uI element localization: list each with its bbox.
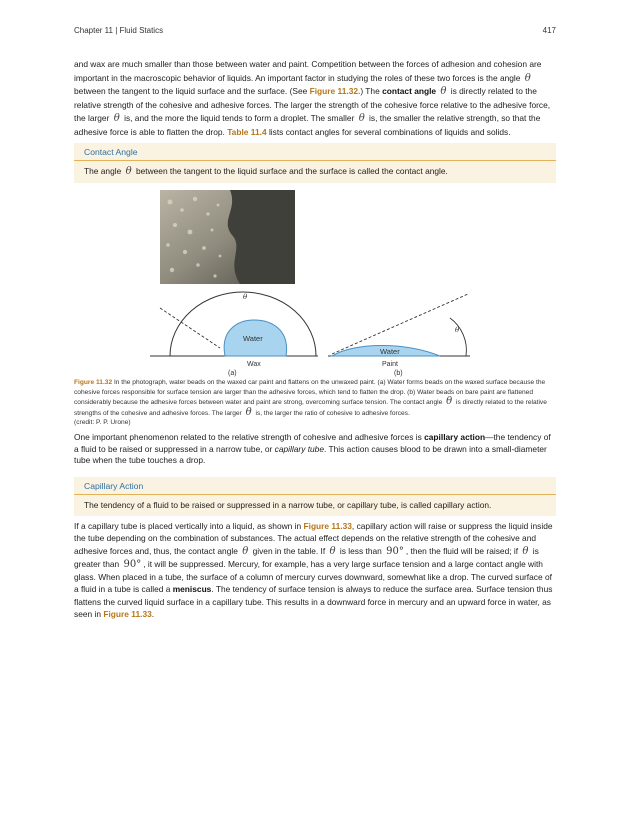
term-meniscus: meniscus — [172, 584, 212, 595]
water-beads-photo — [160, 190, 295, 284]
text: , capillary action will raise or suppress the liquid inside the tube depending on the combination of substances. The actual effect depends on the relative strength of the cohesive and adhesive forces and, thus, the contact angle — [74, 521, 553, 556]
text: lists contact angles for several combinations of liquids and solids. — [268, 126, 511, 137]
figure-label: Figure 11.32 — [74, 379, 113, 386]
text: and wax are much smaller than those between water and paint. Competition between the forces of adhesion and cohesion are important in the macroscopic behavior of liquids. An important factor in studying the roles of these two forces is the angle — [74, 59, 542, 83]
text: —the tendency of a fluid to be raised or suppressed in a narrow tube, or — [74, 432, 551, 454]
panel-label-a: (a) — [228, 370, 237, 377]
figure-link[interactable]: Figure 11.32. — [309, 86, 361, 96]
callout-title: Capillary Action — [74, 477, 556, 495]
angle-arc-b — [450, 318, 466, 356]
term-capillary-action: capillary action — [424, 432, 486, 442]
callout-contact-angle — [74, 143, 556, 183]
text: is, the smaller the relative strength, so that the adhesive force is able to flatten the drop. — [74, 113, 541, 137]
chapter-title: Chapter 11 | Fluid Statics — [74, 26, 164, 35]
figure-caption — [74, 378, 556, 428]
callout-title: Contact Angle — [74, 143, 556, 161]
callout-text — [74, 161, 556, 183]
theta-symbol: θ — [125, 166, 132, 177]
callout-text: The tendency of a fluid to be raised or suppressed in a narrow tube, or capillary tube, is called capillary action. — [84, 500, 492, 510]
ninety-degrees: 90° — [123, 558, 142, 570]
tangent-line-b — [332, 294, 468, 354]
text: If a capillary tube is placed vertically into a liquid, as shown in — [74, 521, 302, 531]
theta-symbol: θ — [113, 113, 120, 124]
text: . The tendency of surface tension is always to reduce the surface area. Surface tension thus flattens the curved liquid surface in a capillary tube. This results in a downward force in mercury and an upward force in water, as seen in — [74, 584, 553, 620]
text: is less than — [339, 545, 382, 556]
text: . This action causes blood to be drawn into a small-diameter tube when the tube touches a drop. — [74, 443, 547, 465]
water-label-a: Water — [243, 334, 263, 343]
text: is greater than — [74, 545, 539, 569]
water-label-b: Water — [380, 347, 400, 356]
figure-link[interactable]: Figure 11.33 — [303, 521, 352, 531]
term-contact-angle: contact angle — [382, 86, 437, 96]
contact-angle-diagram — [150, 286, 480, 383]
text: ) The — [360, 86, 380, 96]
caption-text: is, the larger the ratio of cohesive to adhesive forces. — [255, 409, 410, 417]
text: . — [151, 609, 155, 620]
panel-label-b: (b) — [394, 370, 403, 377]
theta-symbol: θ — [242, 545, 249, 557]
theta-symbol: θ — [329, 545, 336, 557]
text: , then the fluid will be raised; if — [405, 545, 519, 556]
theta-symbol: θ — [245, 406, 252, 418]
theta-symbol: θ — [522, 545, 529, 557]
text: One important phenomenon related to the relative strength of cohesive and adhesive forces is — [74, 432, 422, 442]
wax-label: Wax — [247, 361, 261, 368]
ninety-degrees: 90° — [386, 545, 404, 557]
callout-capillary-action — [74, 477, 556, 516]
figure-link[interactable]: Figure 11.33 — [103, 609, 152, 620]
text: between the tangent to the liquid surface and the surface. (See — [74, 86, 308, 96]
meniscus-paragraph — [74, 520, 556, 620]
text: given in the table. If — [252, 545, 326, 556]
theta-symbol: θ — [446, 396, 453, 408]
term-capillary-tube: capillary tube — [274, 443, 325, 454]
table-link[interactable]: Table 11.4 — [227, 126, 267, 137]
caption-credit: (credit: P. P. Urone) — [74, 419, 131, 427]
paint-label: Paint — [382, 361, 398, 368]
intro-paragraph — [74, 58, 556, 139]
theta-symbol: θ — [524, 72, 531, 84]
text: is, and the more the liquid tends to form a droplet. The smaller — [124, 113, 355, 123]
caption-text: In the photograph, water beads on the waxed car paint and flattens on the unwaxed paint. (a) Water forms beads on the waxed surface because the cohesive forces responsible for surface tension are larger than the adhesive forces, which tend to flatten the drop. (b) Water beads on bare paint are flattened considerably because the adhesive forces between water and paint are strong, overcoming surface tension. The contact angle — [74, 379, 546, 407]
text: The angle — [84, 166, 122, 176]
text: is directly related to the relative strength of the cohesive and adhesive forces. The larger the strength of the cohesive force relative to the adhesive force, the larger — [74, 86, 551, 123]
theta-symbol: θ — [358, 113, 365, 124]
capillary-paragraph — [74, 432, 556, 467]
tangent-line-a — [160, 308, 220, 348]
page-number: 417 — [542, 26, 556, 35]
text: between the tangent to the liquid surface and the surface is called the contact angle. — [135, 166, 448, 176]
caption-text: is directly related to the relative strengths of the cohesive and adhesive forces. The larger — [74, 399, 547, 417]
text: , it will be suppressed. Mercury, for example, has a very large surface tension and a large contact angle with glass. When placed in a tube, the surface of a column of mercury curves downward, somewhat like a drop. The curved surface of a fluid in a tube is called a — [74, 558, 552, 595]
theta-label-b: θ — [455, 326, 460, 334]
theta-symbol: θ — [440, 86, 447, 97]
theta-label-a: θ — [243, 293, 248, 301]
